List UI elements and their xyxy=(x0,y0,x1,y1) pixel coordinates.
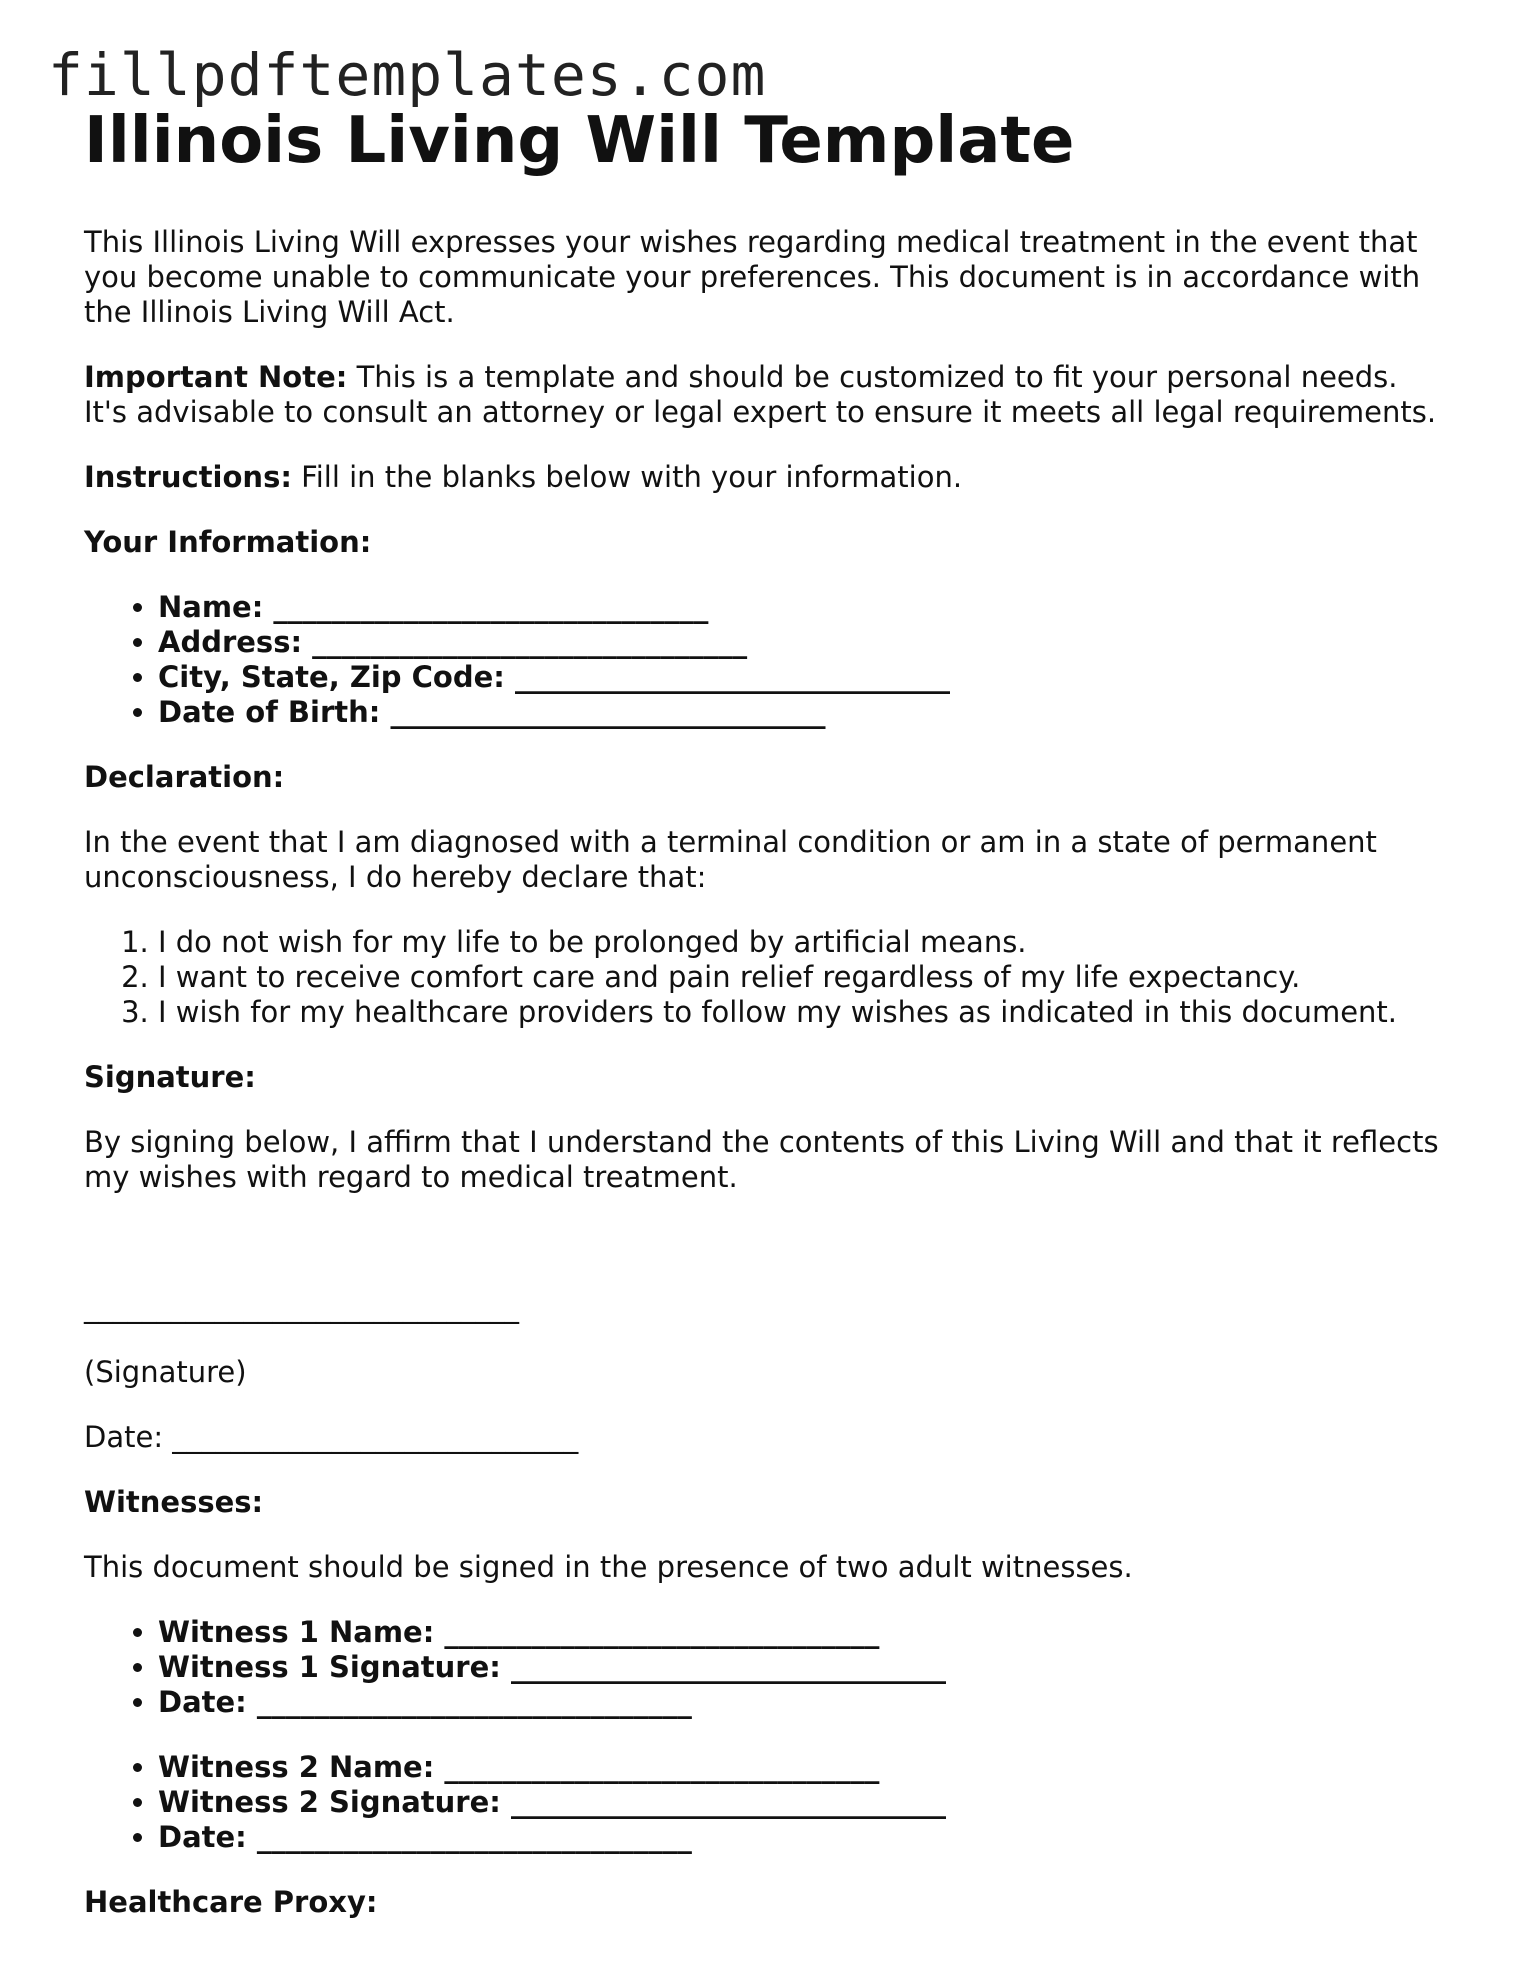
signature-caption: (Signature) xyxy=(84,1355,247,1390)
instructions-label: Instructions: xyxy=(84,460,292,495)
field-blank: ______________________________ xyxy=(246,1820,692,1855)
field-blank: ______________________________ xyxy=(500,1650,946,1685)
witness-2-date-field[interactable] xyxy=(158,1820,1444,1855)
field-label: Address: xyxy=(158,625,303,660)
important-note xyxy=(84,360,1444,430)
field-blank: ______________________________ xyxy=(504,660,950,695)
field-label: Date: xyxy=(158,1820,247,1855)
field-blank: ______________________________ xyxy=(302,625,748,660)
signature-date-field[interactable] xyxy=(84,1420,1444,1455)
witness-1-date-field[interactable] xyxy=(158,1685,1444,1720)
declaration-item: 2. I want to receive comfort care and pain relief regardless of my life expectancy. xyxy=(158,960,1444,995)
declaration-heading: Declaration: xyxy=(84,760,285,795)
witness-2-list xyxy=(84,1750,1444,1855)
field-blank: ______________________________ xyxy=(434,1750,880,1785)
instructions-text: Fill in the blanks below with your information. xyxy=(291,460,963,495)
declaration-list xyxy=(84,925,1444,1030)
important-note-label: Important Note: xyxy=(84,360,348,395)
field-label: Date of Birth: xyxy=(158,695,381,730)
witness-2-signature-field[interactable] xyxy=(158,1785,1444,1820)
witness-1-list xyxy=(84,1615,1444,1720)
address-field[interactable] xyxy=(158,625,1444,660)
field-blank: ______________________________ xyxy=(263,590,709,625)
city-state-zip-field[interactable] xyxy=(158,660,1444,695)
declaration-text: In the event that I am diagnosed with a terminal condition or am in a state of permanent unconsciousness, I do hereby declare that: xyxy=(84,825,1377,895)
field-blank: ______________________________ xyxy=(380,695,826,730)
witness-1-name-field[interactable] xyxy=(158,1615,1444,1650)
field-blank: ______________________________ xyxy=(246,1685,692,1720)
signature-heading: Signature: xyxy=(84,1060,256,1095)
healthcare-proxy-heading: Healthcare Proxy: xyxy=(84,1885,378,1920)
intro-paragraph: This Illinois Living Will expresses your wishes regarding medical treatment in the event that you become unable to communicate your preferences. This document is in accordance with the Illinois Living Will Act. xyxy=(84,225,1421,330)
date-label: Date: xyxy=(84,1420,164,1455)
field-label: Witness 1 Name: xyxy=(158,1615,435,1650)
date-blank: ____________________________ xyxy=(163,1420,579,1455)
declaration-item: 3. I wish for my healthcare providers to follow my wishes as indicated in this document. xyxy=(158,995,1444,1030)
your-information-list xyxy=(84,590,1444,730)
field-label: Date: xyxy=(158,1685,247,1720)
field-label: Witness 1 Signature: xyxy=(158,1650,501,1685)
date-of-birth-field[interactable] xyxy=(158,695,1444,730)
important-note-text: This is a template and should be customized to fit your personal needs. It's advisable to consult an attorney or legal expert to ensure it meets all legal requirements. xyxy=(84,360,1437,430)
witness-2-name-field[interactable] xyxy=(158,1750,1444,1785)
your-information-heading: Your Information: xyxy=(84,525,372,560)
field-blank: ______________________________ xyxy=(500,1785,946,1820)
name-field[interactable] xyxy=(158,590,1444,625)
signature-text: By signing below, I affirm that I understand the contents of this Living Will and that it reflects my wishes with regard to medical treatment. xyxy=(84,1125,1439,1195)
witness-1-signature-field[interactable] xyxy=(158,1650,1444,1685)
witnesses-heading: Witnesses: xyxy=(84,1485,264,1520)
instructions xyxy=(84,460,1444,495)
witnesses-text: This document should be signed in the presence of two adult witnesses. xyxy=(84,1550,1133,1585)
watermark: fillpdftemplates.com xyxy=(48,41,767,109)
document-title: Illinois Living Will Template xyxy=(84,104,1075,178)
field-label: Witness 2 Name: xyxy=(158,1750,435,1785)
declaration-item: 1. I do not wish for my life to be prolonged by artificial means. xyxy=(158,925,1444,960)
field-label: Name: xyxy=(158,590,264,625)
field-blank: ______________________________ xyxy=(434,1615,880,1650)
signature-line[interactable]: ______________________________ xyxy=(84,1290,519,1325)
field-label: City, State, Zip Code: xyxy=(158,660,505,695)
document-page xyxy=(84,104,1444,1920)
field-label: Witness 2 Signature: xyxy=(158,1785,501,1820)
